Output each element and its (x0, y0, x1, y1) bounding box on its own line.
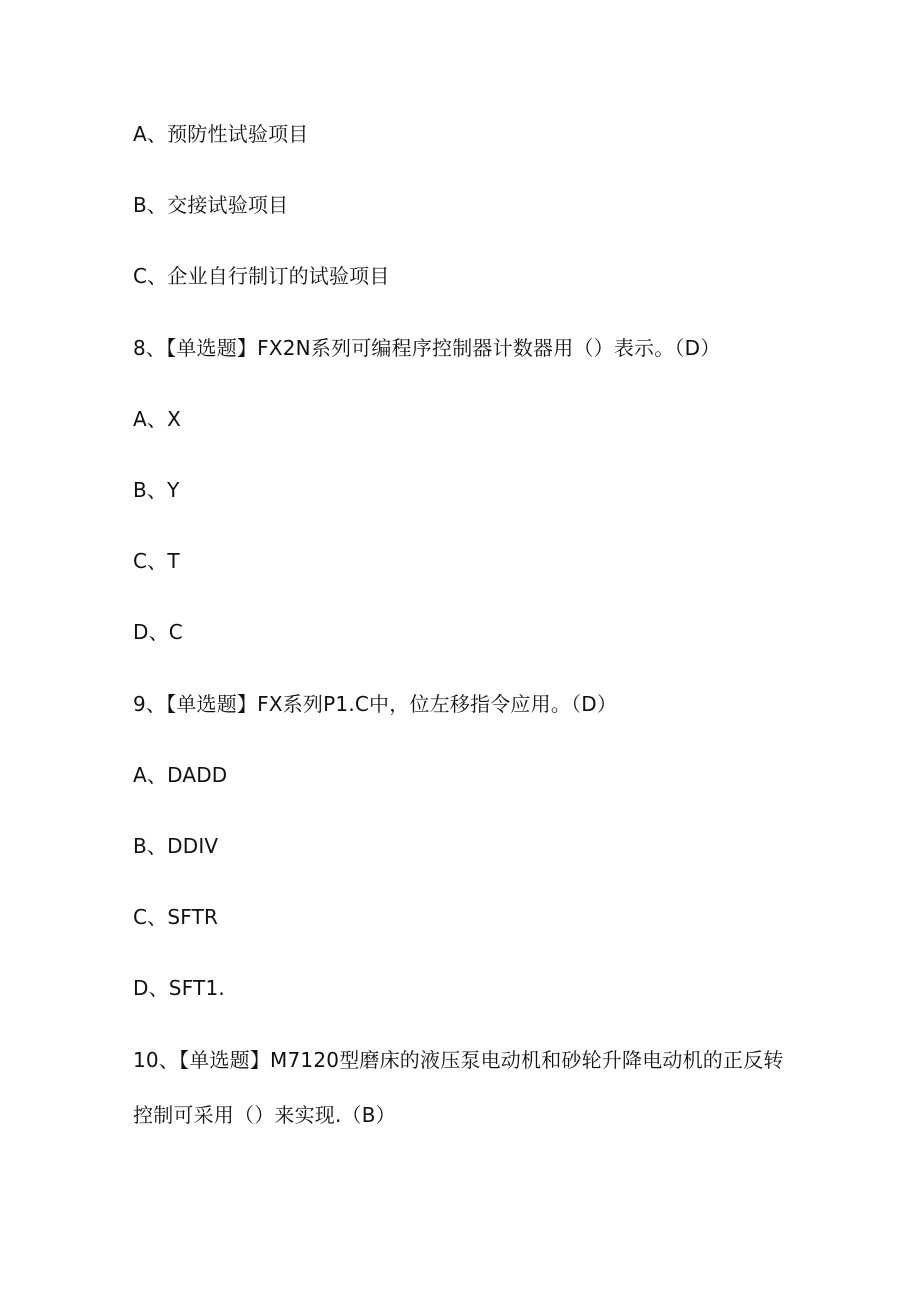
q8-question: 8、【单选题】FX2N系列可编程序控制器计数器用（）表示。（D） (133, 336, 721, 360)
q7-option-c: C、企业自行制订的试验项目 (133, 264, 390, 288)
q7-option-a: A、预防性试验项目 (133, 122, 309, 146)
q10-question (133, 1046, 784, 1129)
q10-question-line2: 控制可采用（）来实现.（B） (133, 1103, 396, 1127)
q8-option-a: A、X (133, 407, 181, 431)
q8-option-c: C、T (133, 549, 180, 573)
q7-option-b: B、交接试验项目 (133, 193, 289, 217)
q8-option-d: D、C (133, 620, 183, 644)
q9-option-b: B、DDIV (133, 834, 219, 858)
q9-option-d: D、SFT1. (133, 976, 225, 1000)
q10-question-line1: 10、【单选题】M7120型磨床的液压泵电动机和砂轮升降电动机的正反转 (133, 1048, 784, 1072)
q8-option-b: B、Y (133, 478, 180, 502)
q9-option-c: C、SFTR (133, 905, 219, 929)
q9-option-a: A、DADD (133, 763, 228, 787)
q9-question: 9、【单选题】FX系列P1.C中，位左移指令应用。（D） (133, 692, 618, 716)
